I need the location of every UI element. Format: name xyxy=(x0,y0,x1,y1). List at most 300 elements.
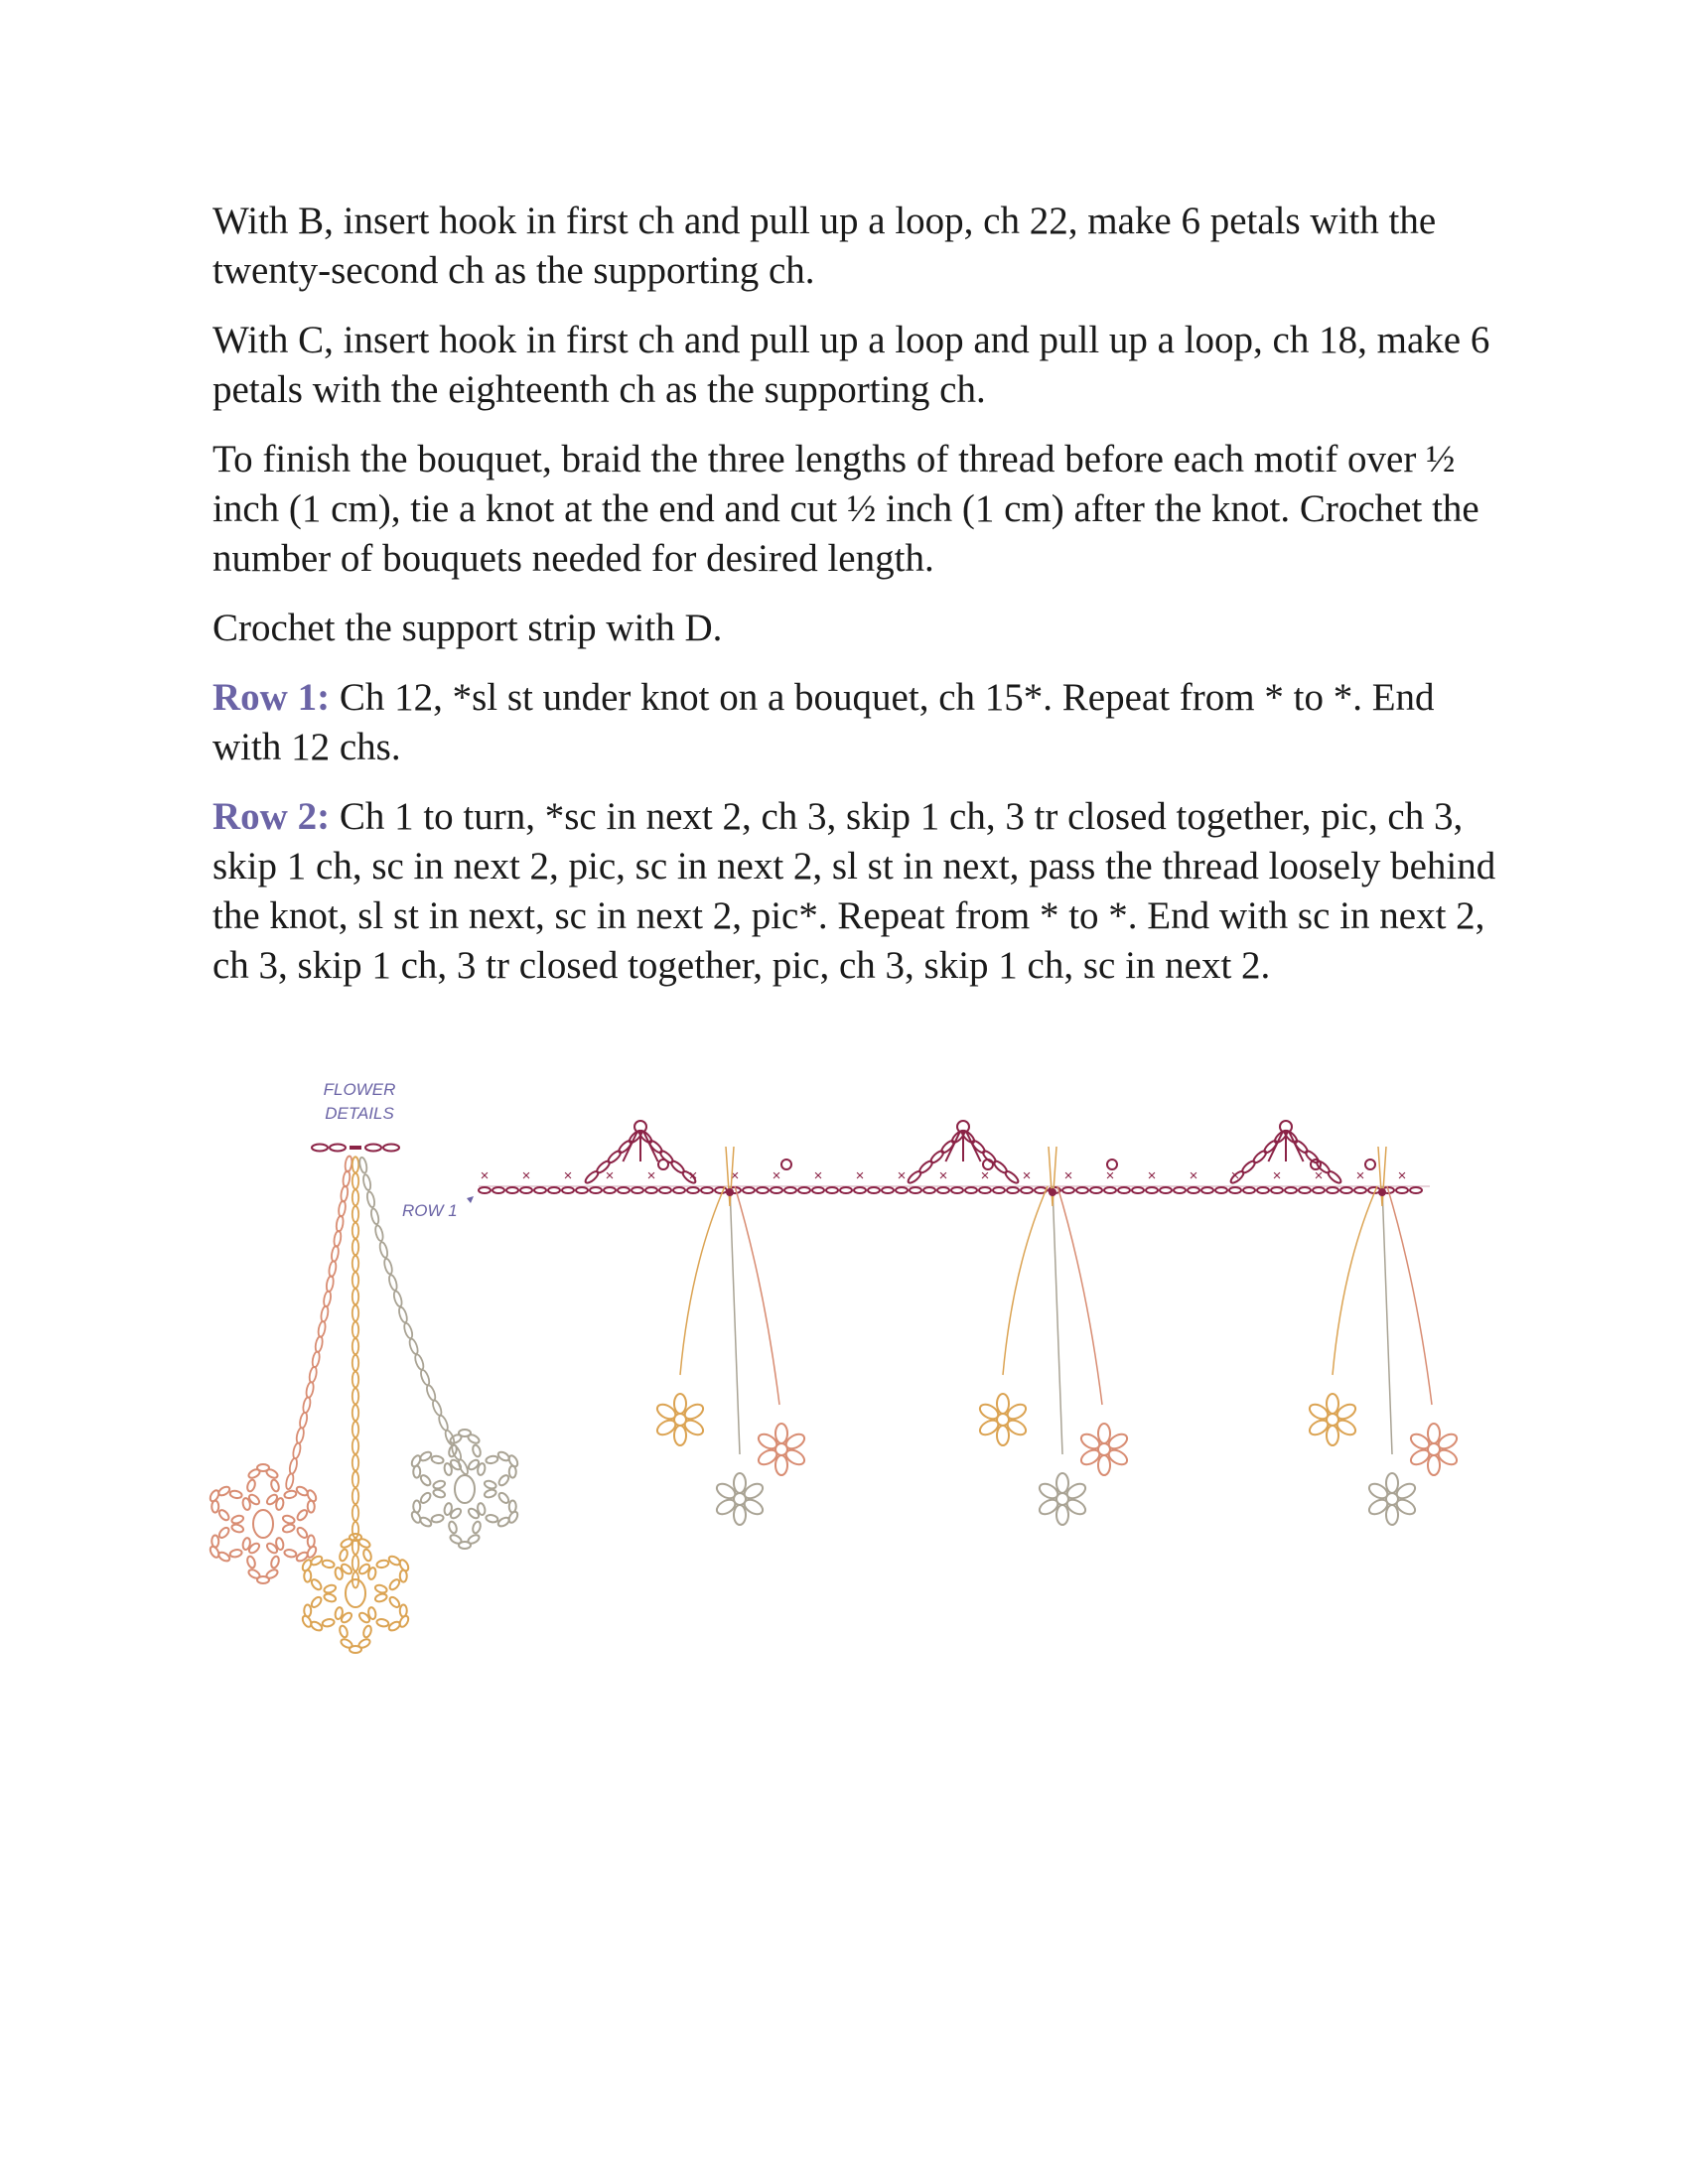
chain-stitch xyxy=(352,1338,358,1354)
flower-center xyxy=(455,1475,475,1503)
chain-stitch xyxy=(403,1322,414,1339)
petal-stitch xyxy=(497,1473,510,1487)
petal-stitch xyxy=(509,1500,516,1512)
flower-detail-top-chain xyxy=(312,1145,399,1152)
chain-stitch xyxy=(457,1458,470,1475)
sc-stitch: × xyxy=(1189,1167,1198,1184)
thread-tail xyxy=(1378,1147,1386,1206)
row-2-instruction xyxy=(212,792,1503,991)
sc-stitch: × xyxy=(1272,1167,1282,1184)
row-1-label: Row 1: xyxy=(212,676,331,719)
picot xyxy=(658,1160,668,1169)
chain-stitch xyxy=(431,1400,443,1417)
petal-stitch xyxy=(211,1535,218,1547)
paragraph-support-strip: Crochet the support strip with D. xyxy=(212,607,723,649)
petal xyxy=(997,1426,1009,1445)
chain-stitch xyxy=(771,1187,782,1193)
petal xyxy=(674,1394,686,1414)
petal xyxy=(1428,1455,1440,1475)
chain-stitch xyxy=(1271,1187,1283,1193)
flower-detail-flower-b xyxy=(295,1534,415,1653)
chain-stitch xyxy=(352,1355,358,1371)
picot xyxy=(1365,1160,1375,1169)
petal-stitch xyxy=(282,1514,296,1524)
chain-stitch xyxy=(951,1187,963,1193)
sc-stitch: × xyxy=(938,1167,948,1184)
treble-stitch xyxy=(945,1132,959,1161)
small-flower xyxy=(714,1473,765,1525)
petal-stitch xyxy=(376,1618,389,1627)
chain-stitch xyxy=(929,1150,945,1165)
bouquets xyxy=(654,1147,1459,1525)
chain-stitch xyxy=(562,1187,574,1193)
chain-stitch xyxy=(1257,1187,1269,1193)
chain-stitch xyxy=(1243,1187,1255,1193)
thread-tail xyxy=(1049,1147,1056,1206)
petal xyxy=(1098,1424,1110,1443)
chain-stitch xyxy=(352,1471,358,1487)
chain-stitch xyxy=(923,1187,935,1193)
petal-stitch xyxy=(374,1583,388,1593)
thread xyxy=(1057,1186,1102,1405)
petal-stitch xyxy=(310,1577,323,1591)
chain-stitch xyxy=(520,1187,532,1193)
chain-stitch xyxy=(295,1427,305,1443)
paragraph-finish-bouquet: To finish the bouquet, braid the three lengths of thread before each motif over ½ inch (1 cm), tie a knot at the end and cut ½ inch (1 cm) after the knot. Crochet the number of bouquets needed for desired length. xyxy=(212,438,1479,580)
petal-stitch xyxy=(247,1569,261,1580)
chain-stitch xyxy=(352,1173,358,1189)
chain-stitch xyxy=(896,1187,908,1193)
chain-stitch xyxy=(328,1261,337,1278)
sc-stitch: × xyxy=(897,1167,907,1184)
chain-stitch xyxy=(414,1353,426,1370)
petal-stitch xyxy=(413,1466,420,1478)
chain-stitch xyxy=(1340,1187,1352,1193)
petal-stitch xyxy=(431,1455,444,1464)
chain-stitch xyxy=(993,1187,1005,1193)
chain-stitch xyxy=(425,1384,437,1401)
chain-stitch xyxy=(1201,1187,1213,1193)
chain-stitch xyxy=(868,1187,880,1193)
chain-stitch xyxy=(343,1170,352,1187)
petal-stitch xyxy=(211,1501,218,1513)
petal-stitch xyxy=(388,1595,401,1609)
sc-stitch: × xyxy=(772,1167,781,1184)
petal xyxy=(1386,1473,1398,1493)
petal-stitch xyxy=(449,1534,463,1546)
petal-stitch xyxy=(308,1535,315,1547)
chain-stitch xyxy=(1104,1187,1116,1193)
petal-stitch xyxy=(304,1604,311,1616)
small-flower xyxy=(1366,1473,1417,1525)
chain-stitch xyxy=(1215,1187,1227,1193)
petal-stitch xyxy=(308,1501,315,1513)
petal-stitch xyxy=(484,1488,497,1498)
chain-stitch xyxy=(362,1174,372,1191)
petal-stitch xyxy=(339,1549,349,1563)
petal xyxy=(997,1394,1009,1414)
chain-stitch xyxy=(743,1187,755,1193)
chain-stitch xyxy=(408,1338,419,1355)
chain-stitch xyxy=(352,1438,358,1454)
petal-stitch xyxy=(296,1526,309,1540)
sc-stitch: × xyxy=(521,1167,531,1184)
chain-stitch xyxy=(840,1187,852,1193)
crochet-diagram xyxy=(0,1072,1688,1688)
chain-stitch xyxy=(352,1505,358,1521)
thread xyxy=(1053,1186,1062,1454)
petal-stitch xyxy=(340,1638,353,1650)
thread xyxy=(680,1186,725,1375)
treble-stitch xyxy=(623,1132,636,1161)
flower-details-label-line1: FLOWER xyxy=(323,1080,396,1099)
chain-stitch xyxy=(1313,1187,1325,1193)
sc-stitch: × xyxy=(1022,1167,1032,1184)
petal-stitch xyxy=(419,1450,433,1462)
chain-stitch xyxy=(352,1372,358,1388)
sc-stitch: × xyxy=(1105,1167,1115,1184)
petal-stitch xyxy=(472,1444,482,1458)
petal-stitch xyxy=(362,1549,372,1563)
chain-stitch xyxy=(1188,1187,1199,1193)
chain-stitch xyxy=(352,1322,358,1338)
chain-stitch xyxy=(352,1305,358,1321)
sc-stitch: × xyxy=(480,1167,490,1184)
petal-stitch xyxy=(265,1468,279,1480)
chain-stitch xyxy=(910,1187,921,1193)
chain-stitch xyxy=(352,1189,358,1205)
chain-stitch xyxy=(1160,1187,1172,1193)
petal-stitch xyxy=(323,1592,337,1602)
petal-stitch xyxy=(387,1620,401,1632)
petal xyxy=(674,1426,686,1445)
flower-center xyxy=(346,1579,365,1607)
chain-stitch xyxy=(1410,1187,1422,1193)
chain-stitch xyxy=(1327,1187,1338,1193)
chain-stitch xyxy=(352,1206,358,1222)
small-flower xyxy=(756,1424,806,1475)
petal xyxy=(775,1455,787,1475)
treble-stitch xyxy=(966,1132,980,1161)
chain-stitch xyxy=(312,1351,321,1368)
thread xyxy=(1333,1186,1377,1375)
chain-stitch xyxy=(331,1245,340,1262)
chain-stitch xyxy=(607,1150,623,1165)
chain-stitch xyxy=(1132,1187,1144,1193)
chain-stitch xyxy=(1021,1187,1033,1193)
thread xyxy=(730,1186,740,1454)
small-flower xyxy=(977,1394,1028,1445)
petal-stitch xyxy=(419,1491,432,1505)
sc-stitch: × xyxy=(605,1167,615,1184)
chain-stitch xyxy=(323,1291,332,1307)
chain-stitch xyxy=(352,1405,358,1421)
chain-stitch xyxy=(479,1187,491,1193)
bouquet xyxy=(654,1147,806,1525)
chain-stitch xyxy=(1146,1187,1158,1193)
petal xyxy=(339,1611,372,1653)
thread xyxy=(1387,1186,1432,1405)
chain-stitch xyxy=(340,1185,349,1202)
chain-stitch xyxy=(352,1556,358,1571)
sc-stitch: × xyxy=(813,1167,823,1184)
chain-stitch xyxy=(333,1230,342,1247)
sc-stitch: × xyxy=(1230,1167,1240,1184)
petal-stitch xyxy=(432,1479,446,1489)
petal xyxy=(734,1505,746,1525)
chain-stitch xyxy=(366,1191,376,1208)
chain-stitch xyxy=(548,1187,560,1193)
chain-stitch xyxy=(1004,1169,1020,1184)
chain-stitch xyxy=(383,1258,394,1275)
chain-stitch xyxy=(854,1187,866,1193)
knot xyxy=(726,1188,734,1196)
petal-stitch xyxy=(362,1625,372,1639)
petal-stitch xyxy=(229,1490,242,1499)
petal-stitch xyxy=(217,1485,231,1497)
chain-stitch xyxy=(374,1225,384,1242)
chain-stitch xyxy=(352,1455,358,1471)
chain-stitch xyxy=(701,1187,713,1193)
chain-stitch xyxy=(534,1187,546,1193)
chain-stitch xyxy=(1007,1187,1019,1193)
petal-stitch xyxy=(282,1523,296,1533)
chain-stitch xyxy=(1396,1187,1408,1193)
petal xyxy=(1098,1455,1110,1475)
petal-stitch xyxy=(217,1508,230,1522)
chain-stitch xyxy=(590,1187,602,1193)
petal-stitch xyxy=(229,1549,242,1558)
sc-stitch: × xyxy=(688,1167,698,1184)
petal-stitch xyxy=(419,1473,432,1487)
chain-stitch xyxy=(292,1442,302,1459)
chain-stitch xyxy=(673,1187,685,1193)
chain-stitch xyxy=(618,1187,630,1193)
chain-stitch xyxy=(798,1187,810,1193)
petal-stitch xyxy=(284,1490,297,1499)
petal-stitch xyxy=(388,1577,401,1591)
petal-stitch xyxy=(270,1556,280,1570)
chain-stitch xyxy=(317,1320,326,1337)
petal xyxy=(1056,1505,1068,1525)
petal xyxy=(246,1542,280,1583)
chain-stitch xyxy=(645,1187,657,1193)
petal xyxy=(1056,1473,1068,1493)
sc-stitch: × xyxy=(1063,1167,1073,1184)
chain-stitch xyxy=(320,1305,329,1322)
flower-detail-chain-b xyxy=(352,1157,358,1587)
bouquet xyxy=(1307,1147,1459,1525)
sc-stitch: × xyxy=(563,1167,573,1184)
chain-stitch xyxy=(604,1187,616,1193)
chain-stitch xyxy=(288,1457,298,1474)
petal-stitch xyxy=(448,1521,458,1535)
instructions-text xyxy=(212,197,1503,1011)
petal-stitch xyxy=(496,1516,510,1528)
chain-stitch xyxy=(299,1412,309,1429)
petal-stitch xyxy=(246,1556,256,1570)
small-flower xyxy=(654,1394,705,1445)
petal-stitch xyxy=(217,1526,230,1540)
petal-stitch xyxy=(323,1583,337,1593)
petal xyxy=(448,1507,482,1549)
chain-stitch xyxy=(659,1187,671,1193)
petal-stitch xyxy=(339,1625,349,1639)
petal-stitch xyxy=(376,1560,389,1569)
chain-stitch xyxy=(1174,1187,1186,1193)
chain-stitch xyxy=(326,1276,335,1293)
petal-stitch xyxy=(296,1508,309,1522)
flower-detail-flower-a xyxy=(203,1464,323,1583)
petal-stitch xyxy=(413,1500,420,1512)
petal-stitch xyxy=(357,1538,371,1550)
petal-stitch xyxy=(432,1488,446,1498)
petal-stitch xyxy=(374,1592,388,1602)
chain-stitch xyxy=(336,1215,345,1232)
chain-stitch xyxy=(1327,1169,1342,1184)
row-1-diagram-label: ROW 1 xyxy=(402,1201,458,1220)
row-1-text: Ch 12, *sl st under knot on a bouquet, ch 15*. Repeat from * to *. End with 12 chs. xyxy=(212,676,1435,768)
chain-stitch xyxy=(1062,1187,1074,1193)
chain-stitch xyxy=(352,1422,358,1437)
small-flower xyxy=(1078,1424,1129,1475)
chain-stitch xyxy=(352,1157,358,1172)
chain-stitch xyxy=(1118,1187,1130,1193)
chain-stitch xyxy=(352,1223,358,1239)
chain-stitch xyxy=(715,1187,727,1193)
chain-stitch xyxy=(812,1187,824,1193)
sc-stitch: × xyxy=(646,1167,656,1184)
chain-stitch xyxy=(632,1187,643,1193)
chain-stitch xyxy=(285,1473,295,1490)
petal xyxy=(1327,1394,1338,1414)
chain-stitch xyxy=(1299,1187,1311,1193)
petal xyxy=(775,1424,787,1443)
thread xyxy=(735,1186,779,1405)
petal-stitch xyxy=(509,1466,516,1478)
row-2-text: Ch 1 to turn, *sc in next 2, ch 3, skip 1 ch, 3 tr closed together, pic, ch 3, skip 1 ch, sc in next 2, pic, sc in next 2, sl st in next, pass the thread loosely behind the knot, sl st in next, sc in next 2, pic*. Repeat from * to *. End with sc in next 2, ch 3, skip 1 ch, 3 tr closed together, pic, ch 3, skip 1 ch, sc in next 2. xyxy=(212,795,1496,987)
petal-stitch xyxy=(486,1514,498,1523)
chain-stitch xyxy=(352,1256,358,1272)
petal-stitch xyxy=(497,1491,510,1505)
knot xyxy=(1378,1188,1386,1196)
chain-stitch xyxy=(1354,1187,1366,1193)
petal-stitch xyxy=(270,1479,280,1493)
petal-stitch xyxy=(284,1549,297,1558)
flower-detail-flower-c xyxy=(404,1430,524,1549)
petal-stitch xyxy=(400,1604,407,1616)
chain-stitch xyxy=(437,1415,449,1432)
flower-details-label-line2: DETAILS xyxy=(325,1104,394,1123)
petal xyxy=(246,1464,280,1506)
sc-stitch: × xyxy=(1147,1167,1157,1184)
row-1-arrow-icon xyxy=(467,1196,474,1203)
paragraph-yarn-b: With B, insert hook in first ch and pull up a loop, ch 22, make 6 petals with the twenty-second ch as the supporting ch. xyxy=(212,200,1437,292)
small-flower xyxy=(1037,1473,1087,1525)
chain-stitch xyxy=(882,1187,894,1193)
sc-stitch: × xyxy=(1397,1167,1407,1184)
petal xyxy=(734,1473,746,1493)
sc-stitch: × xyxy=(730,1167,740,1184)
petal-stitch xyxy=(230,1523,244,1533)
petal-stitch xyxy=(472,1521,482,1535)
chain-stitch xyxy=(308,1366,317,1383)
petal-stitch xyxy=(486,1455,498,1464)
chain-stitch xyxy=(358,1157,368,1173)
petal-stitch xyxy=(484,1479,497,1489)
paragraph-yarn-c: With C, insert hook in first ch and pull up a loop and pull up a loop, ch 18, make 6 petals with the eighteenth ch as the supporting ch. xyxy=(212,319,1490,411)
petal-stitch xyxy=(467,1433,481,1445)
chain-stitch xyxy=(352,1522,358,1538)
chain-stitch xyxy=(392,1291,403,1307)
petal-stitch xyxy=(322,1560,335,1569)
chain-stitch xyxy=(757,1187,769,1193)
chain-stitch xyxy=(979,1187,991,1193)
treble-stitch xyxy=(1289,1132,1303,1161)
petal xyxy=(1386,1505,1398,1525)
petal-stitch xyxy=(310,1595,323,1609)
small-flower xyxy=(1408,1424,1459,1475)
petal-stitch xyxy=(431,1514,444,1523)
chain-stitch xyxy=(305,1382,314,1399)
chain-stitch xyxy=(784,1187,796,1193)
petal-stitch xyxy=(304,1570,311,1582)
treble-stitch xyxy=(643,1132,657,1161)
chain-stitch xyxy=(352,1273,358,1289)
petal-stitch xyxy=(400,1570,407,1582)
row-1-instruction xyxy=(212,673,1503,772)
chain-stitch xyxy=(1090,1187,1102,1193)
petal-stitch xyxy=(230,1514,244,1524)
thread xyxy=(1003,1186,1048,1375)
small-flower xyxy=(1307,1394,1357,1445)
chain-stitch xyxy=(352,1289,358,1304)
chain-stitch xyxy=(370,1208,380,1225)
thread xyxy=(1382,1186,1392,1454)
chain-stitch xyxy=(576,1187,588,1193)
chain-stitch xyxy=(419,1369,431,1386)
chain-stitch xyxy=(965,1187,977,1193)
chain-stitch xyxy=(338,1200,347,1217)
chain-stitch xyxy=(1285,1187,1297,1193)
petal xyxy=(1327,1426,1338,1445)
chain-stitch xyxy=(397,1306,408,1323)
sc-stitch: × xyxy=(1355,1167,1365,1184)
support-strip xyxy=(479,1121,1430,1193)
flower-center xyxy=(253,1510,273,1538)
knot xyxy=(1049,1188,1056,1196)
petal-stitch xyxy=(246,1479,256,1493)
chain-stitch xyxy=(1076,1187,1088,1193)
chain-stitch xyxy=(315,1336,324,1353)
chain-stitch xyxy=(506,1187,518,1193)
chain-stitch xyxy=(826,1187,838,1193)
chain-stitch xyxy=(1229,1187,1241,1193)
chain-stitch xyxy=(302,1397,312,1414)
chain-stitch xyxy=(492,1187,504,1193)
chain-stitch xyxy=(352,1488,358,1504)
row-2-label: Row 2: xyxy=(212,795,331,838)
sc-stitch: × xyxy=(855,1167,865,1184)
chain-stitch xyxy=(378,1241,388,1258)
sc-stitch: × xyxy=(1314,1167,1324,1184)
petal-stitch xyxy=(322,1618,335,1627)
petal xyxy=(1428,1424,1440,1443)
bouquet xyxy=(977,1147,1129,1525)
chain-stitch xyxy=(387,1274,398,1291)
picot xyxy=(781,1160,791,1169)
flower-detail-chain-a xyxy=(285,1156,352,1490)
